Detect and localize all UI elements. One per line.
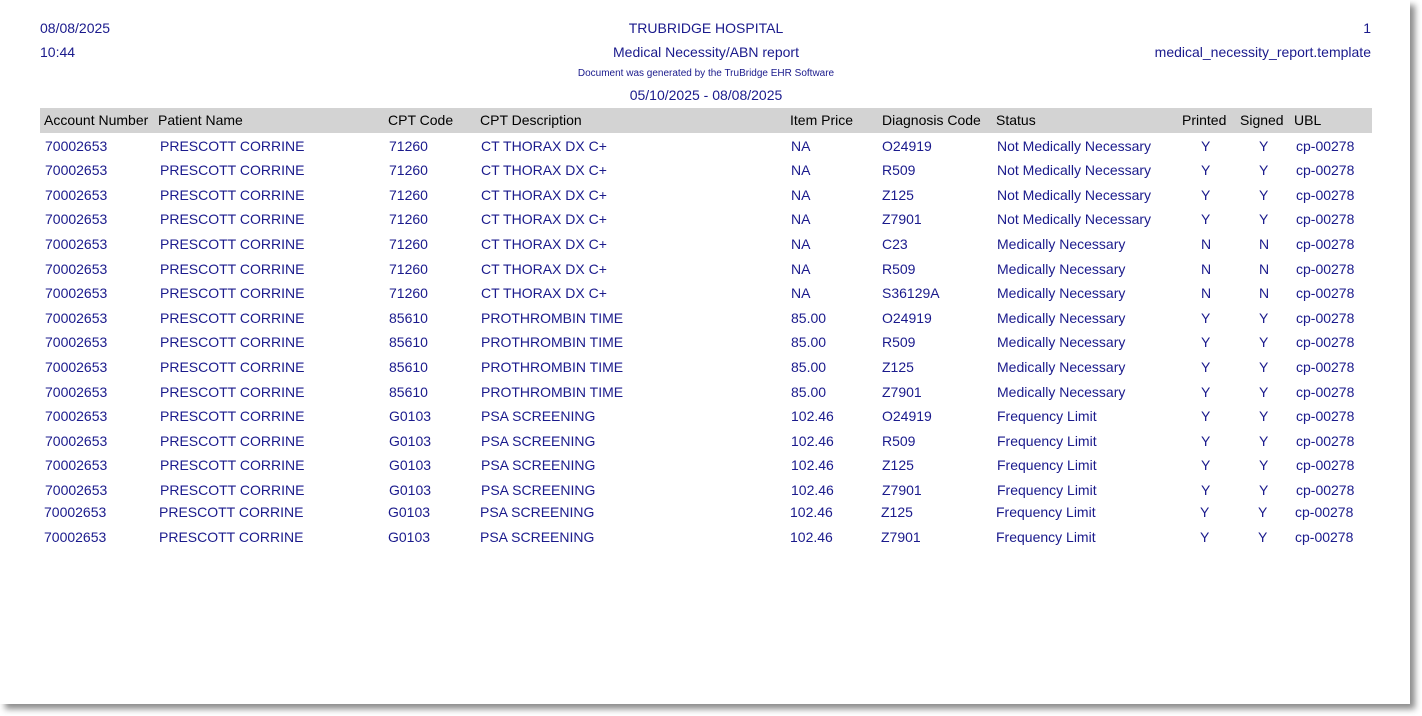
account-number-cell: 70002653 xyxy=(45,384,108,400)
diagnosis-code-cell: Z125 xyxy=(882,187,914,203)
table-row xyxy=(40,454,1372,478)
printed-cell: Y xyxy=(1201,211,1211,227)
status-cell: Medically Necessary xyxy=(997,359,1126,375)
status-cell: Frequency Limit xyxy=(996,504,1096,520)
patient-name-cell: PRESCOTT CORRINE xyxy=(160,359,305,375)
diagnosis-code-cell: R509 xyxy=(882,334,916,350)
cpt-code-cell: 71260 xyxy=(389,236,428,252)
cpt-code-cell: 71260 xyxy=(389,138,428,154)
signed-cell: Y xyxy=(1259,334,1269,350)
patient-name-cell: PRESCOTT CORRINE xyxy=(160,261,305,277)
table-row xyxy=(40,526,1372,550)
status-cell: Not Medically Necessary xyxy=(997,187,1152,203)
item-price-cell: 85.00 xyxy=(791,310,827,326)
status-cell: Not Medically Necessary xyxy=(997,211,1152,227)
account-number-cell: 70002653 xyxy=(45,187,108,203)
diagnosis-code-cell: R509 xyxy=(882,261,916,277)
status-cell: Medically Necessary xyxy=(997,285,1126,301)
patient-name-cell: PRESCOTT CORRINE xyxy=(160,482,305,498)
patient-name-cell: PRESCOTT CORRINE xyxy=(160,211,305,227)
table-row xyxy=(40,135,1372,159)
ubl-cell: cp-00278 xyxy=(1296,457,1355,473)
page-number: 1 xyxy=(1363,20,1371,36)
table-row xyxy=(40,258,1372,282)
column-header-cpt-code: CPT Code xyxy=(388,112,454,128)
account-number-cell: 70002653 xyxy=(45,408,108,424)
cpt-code-cell: 85610 xyxy=(389,384,428,400)
diagnosis-code-cell: R509 xyxy=(882,433,916,449)
status-cell: Medically Necessary xyxy=(997,261,1126,277)
column-header-cpt-description: CPT Description xyxy=(480,112,582,128)
printed-cell: N xyxy=(1201,261,1212,277)
account-number-cell: 70002653 xyxy=(45,162,108,178)
signed-cell: Y xyxy=(1259,384,1269,400)
cpt-description-cell: PSA SCREENING xyxy=(481,408,596,424)
account-number-cell: 70002653 xyxy=(44,529,107,545)
table-row xyxy=(40,307,1372,331)
column-header-diagnosis-code: Diagnosis Code xyxy=(882,112,981,128)
cpt-description-cell: CT THORAX DX C+ xyxy=(481,162,607,178)
status-cell: Medically Necessary xyxy=(997,334,1126,350)
table-row xyxy=(40,430,1372,454)
cpt-description-cell: PROTHROMBIN TIME xyxy=(481,334,624,350)
patient-name-cell: PRESCOTT CORRINE xyxy=(159,529,304,545)
ubl-cell: cp-00278 xyxy=(1295,504,1354,520)
cpt-description-cell: PSA SCREENING xyxy=(480,529,595,545)
ubl-cell: cp-00278 xyxy=(1296,384,1355,400)
item-price-cell: NA xyxy=(791,138,811,154)
item-price-cell: 102.46 xyxy=(790,529,833,545)
cpt-code-cell: 71260 xyxy=(389,187,428,203)
ubl-cell: cp-00278 xyxy=(1296,359,1355,375)
patient-name-cell: PRESCOTT CORRINE xyxy=(160,384,305,400)
signed-cell: Y xyxy=(1258,529,1268,545)
signed-cell: Y xyxy=(1259,138,1269,154)
item-price-cell: NA xyxy=(791,162,811,178)
ubl-cell: cp-00278 xyxy=(1296,261,1355,277)
item-price-cell: 102.46 xyxy=(791,408,834,424)
item-price-cell: 102.46 xyxy=(791,433,834,449)
ubl-cell: cp-00278 xyxy=(1296,236,1355,252)
signed-cell: Y xyxy=(1259,457,1269,473)
date-range: 05/10/2025 - 08/08/2025 xyxy=(629,87,783,103)
column-header-printed: Printed xyxy=(1182,112,1227,128)
signed-cell: Y xyxy=(1259,408,1269,424)
diagnosis-code-cell: Z7901 xyxy=(881,529,921,545)
account-number-cell: 70002653 xyxy=(45,334,108,350)
signed-cell: Y xyxy=(1259,162,1269,178)
ubl-cell: cp-00278 xyxy=(1296,310,1355,326)
cpt-description-cell: CT THORAX DX C+ xyxy=(481,138,607,154)
diagnosis-code-cell: S36129A xyxy=(882,285,940,301)
diagnosis-code-cell: O24919 xyxy=(882,408,932,424)
item-price-cell: 85.00 xyxy=(791,334,827,350)
printed-cell: Y xyxy=(1201,138,1211,154)
ubl-cell: cp-00278 xyxy=(1296,482,1355,498)
ubl-cell: cp-00278 xyxy=(1296,334,1355,350)
diagnosis-code-cell: Z125 xyxy=(882,359,914,375)
table-row xyxy=(40,233,1372,257)
cpt-code-cell: 71260 xyxy=(389,211,428,227)
item-price-cell: 102.46 xyxy=(791,482,834,498)
printed-cell: Y xyxy=(1200,504,1210,520)
printed-cell: N xyxy=(1201,236,1212,252)
cpt-description-cell: CT THORAX DX C+ xyxy=(481,261,607,277)
patient-name-cell: PRESCOTT CORRINE xyxy=(160,433,305,449)
account-number-cell: 70002653 xyxy=(45,359,108,375)
status-cell: Frequency Limit xyxy=(997,482,1097,498)
patient-name-cell: PRESCOTT CORRINE xyxy=(160,162,305,178)
cpt-code-cell: G0103 xyxy=(389,482,432,498)
signed-cell: Y xyxy=(1259,310,1269,326)
item-price-cell: NA xyxy=(791,187,811,203)
account-number-cell: 70002653 xyxy=(45,285,108,301)
status-cell: Not Medically Necessary xyxy=(997,138,1152,154)
table-header xyxy=(40,108,1372,133)
table-row xyxy=(40,356,1372,380)
printed-cell: Y xyxy=(1201,310,1211,326)
column-header-item-price: Item Price xyxy=(790,112,854,128)
account-number-cell: 70002653 xyxy=(45,482,108,498)
table-row xyxy=(40,479,1372,503)
cpt-description-cell: PSA SCREENING xyxy=(481,482,596,498)
diagnosis-code-cell: C23 xyxy=(882,236,908,252)
patient-name-cell: PRESCOTT CORRINE xyxy=(160,138,305,154)
column-header-signed: Signed xyxy=(1240,112,1284,128)
diagnosis-code-cell: Z125 xyxy=(882,457,914,473)
column-header-ubl: UBL xyxy=(1294,112,1322,128)
cpt-code-cell: 85610 xyxy=(389,334,428,350)
generated-note: Document was generated by the TruBridge EHR Software xyxy=(577,68,835,79)
status-cell: Frequency Limit xyxy=(996,529,1096,545)
status-cell: Medically Necessary xyxy=(997,310,1126,326)
signed-cell: N xyxy=(1259,285,1270,301)
cpt-description-cell: PSA SCREENING xyxy=(481,457,596,473)
status-cell: Not Medically Necessary xyxy=(997,162,1152,178)
item-price-cell: 85.00 xyxy=(791,384,827,400)
table-row xyxy=(40,381,1372,405)
signed-cell: Y xyxy=(1259,482,1269,498)
diagnosis-code-cell: Z7901 xyxy=(882,384,922,400)
printed-cell: Y xyxy=(1201,408,1211,424)
report-date: 08/08/2025 xyxy=(40,20,111,36)
account-number-cell: 70002653 xyxy=(45,261,108,277)
printed-cell: Y xyxy=(1201,482,1211,498)
cpt-description-cell: PROTHROMBIN TIME xyxy=(481,310,624,326)
patient-name-cell: PRESCOTT CORRINE xyxy=(160,285,305,301)
signed-cell: N xyxy=(1259,236,1270,252)
cpt-description-cell: CT THORAX DX C+ xyxy=(481,187,607,203)
item-price-cell: NA xyxy=(791,211,811,227)
item-price-cell: 85.00 xyxy=(791,359,827,375)
patient-name-cell: PRESCOTT CORRINE xyxy=(160,310,305,326)
diagnosis-code-cell: O24919 xyxy=(882,310,932,326)
account-number-cell: 70002653 xyxy=(45,236,108,252)
signed-cell: Y xyxy=(1258,504,1268,520)
patient-name-cell: PRESCOTT CORRINE xyxy=(160,187,305,203)
signed-cell: N xyxy=(1259,261,1270,277)
status-cell: Frequency Limit xyxy=(997,457,1097,473)
cpt-code-cell: G0103 xyxy=(389,408,432,424)
diagnosis-code-cell: O24919 xyxy=(882,138,932,154)
cpt-code-cell: 71260 xyxy=(389,285,428,301)
cpt-code-cell: G0103 xyxy=(389,433,432,449)
cpt-description-cell: PROTHROMBIN TIME xyxy=(481,359,624,375)
cpt-description-cell: CT THORAX DX C+ xyxy=(481,236,607,252)
patient-name-cell: PRESCOTT CORRINE xyxy=(160,408,305,424)
status-cell: Medically Necessary xyxy=(997,236,1126,252)
item-price-cell: 102.46 xyxy=(791,457,834,473)
printed-cell: Y xyxy=(1201,334,1211,350)
ubl-cell: cp-00278 xyxy=(1296,211,1355,227)
report-time: 10:44 xyxy=(40,44,76,60)
status-cell: Medically Necessary xyxy=(997,384,1126,400)
status-cell: Frequency Limit xyxy=(997,408,1097,424)
diagnosis-code-cell: Z125 xyxy=(881,504,913,520)
diagnosis-code-cell: R509 xyxy=(882,162,916,178)
table-row xyxy=(40,331,1372,355)
ubl-cell: cp-00278 xyxy=(1296,433,1355,449)
printed-cell: Y xyxy=(1201,162,1211,178)
signed-cell: Y xyxy=(1259,211,1269,227)
ubl-cell: cp-00278 xyxy=(1296,187,1355,203)
table-row xyxy=(40,405,1372,429)
column-header-account: Account Number xyxy=(44,112,149,128)
signed-cell: Y xyxy=(1259,187,1269,203)
account-number-cell: 70002653 xyxy=(44,504,107,520)
printed-cell: Y xyxy=(1201,359,1211,375)
cpt-code-cell: 85610 xyxy=(389,310,428,326)
ubl-cell: cp-00278 xyxy=(1295,529,1354,545)
column-header-patient: Patient Name xyxy=(158,112,243,128)
item-price-cell: 102.46 xyxy=(790,504,833,520)
item-price-cell: NA xyxy=(791,261,811,277)
signed-cell: Y xyxy=(1259,359,1269,375)
cpt-code-cell: G0103 xyxy=(388,504,431,520)
cpt-description-cell: PROTHROMBIN TIME xyxy=(481,384,624,400)
column-header-status: Status xyxy=(996,112,1036,128)
patient-name-cell: PRESCOTT CORRINE xyxy=(160,236,305,252)
account-number-cell: 70002653 xyxy=(45,433,108,449)
cpt-code-cell: 71260 xyxy=(389,261,428,277)
ubl-cell: cp-00278 xyxy=(1296,138,1355,154)
table-row xyxy=(40,282,1372,306)
diagnosis-code-cell: Z7901 xyxy=(882,482,922,498)
cpt-code-cell: 71260 xyxy=(389,162,428,178)
account-number-cell: 70002653 xyxy=(45,457,108,473)
cpt-code-cell: G0103 xyxy=(389,457,432,473)
patient-name-cell: PRESCOTT CORRINE xyxy=(160,334,305,350)
ubl-cell: cp-00278 xyxy=(1296,408,1355,424)
ubl-cell: cp-00278 xyxy=(1296,162,1355,178)
account-number-cell: 70002653 xyxy=(45,211,108,227)
cpt-description-cell: CT THORAX DX C+ xyxy=(481,285,607,301)
patient-name-cell: PRESCOTT CORRINE xyxy=(160,457,305,473)
table-row xyxy=(40,501,1372,525)
cpt-description-cell: PSA SCREENING xyxy=(481,433,596,449)
cpt-description-cell: CT THORAX DX C+ xyxy=(481,211,607,227)
template-name: medical_necessity_report.template xyxy=(1154,44,1371,60)
ubl-cell: cp-00278 xyxy=(1296,285,1355,301)
account-number-cell: 70002653 xyxy=(45,138,108,154)
status-cell: Frequency Limit xyxy=(997,433,1097,449)
printed-cell: Y xyxy=(1201,384,1211,400)
hospital-name: TRUBRIDGE HOSPITAL xyxy=(628,20,784,36)
cpt-description-cell: PSA SCREENING xyxy=(480,504,595,520)
patient-name-cell: PRESCOTT CORRINE xyxy=(159,504,304,520)
printed-cell: Y xyxy=(1200,529,1210,545)
table-row xyxy=(40,184,1372,208)
table-row xyxy=(40,159,1372,183)
item-price-cell: NA xyxy=(791,285,811,301)
table-row xyxy=(40,208,1372,232)
printed-cell: Y xyxy=(1201,187,1211,203)
account-number-cell: 70002653 xyxy=(45,310,108,326)
printed-cell: N xyxy=(1201,285,1212,301)
signed-cell: Y xyxy=(1259,433,1269,449)
printed-cell: Y xyxy=(1201,457,1211,473)
report-title: Medical Necessity/ABN report xyxy=(613,44,799,60)
cpt-code-cell: 85610 xyxy=(389,359,428,375)
diagnosis-code-cell: Z7901 xyxy=(882,211,922,227)
printed-cell: Y xyxy=(1201,433,1211,449)
item-price-cell: NA xyxy=(791,236,811,252)
cpt-code-cell: G0103 xyxy=(388,529,431,545)
